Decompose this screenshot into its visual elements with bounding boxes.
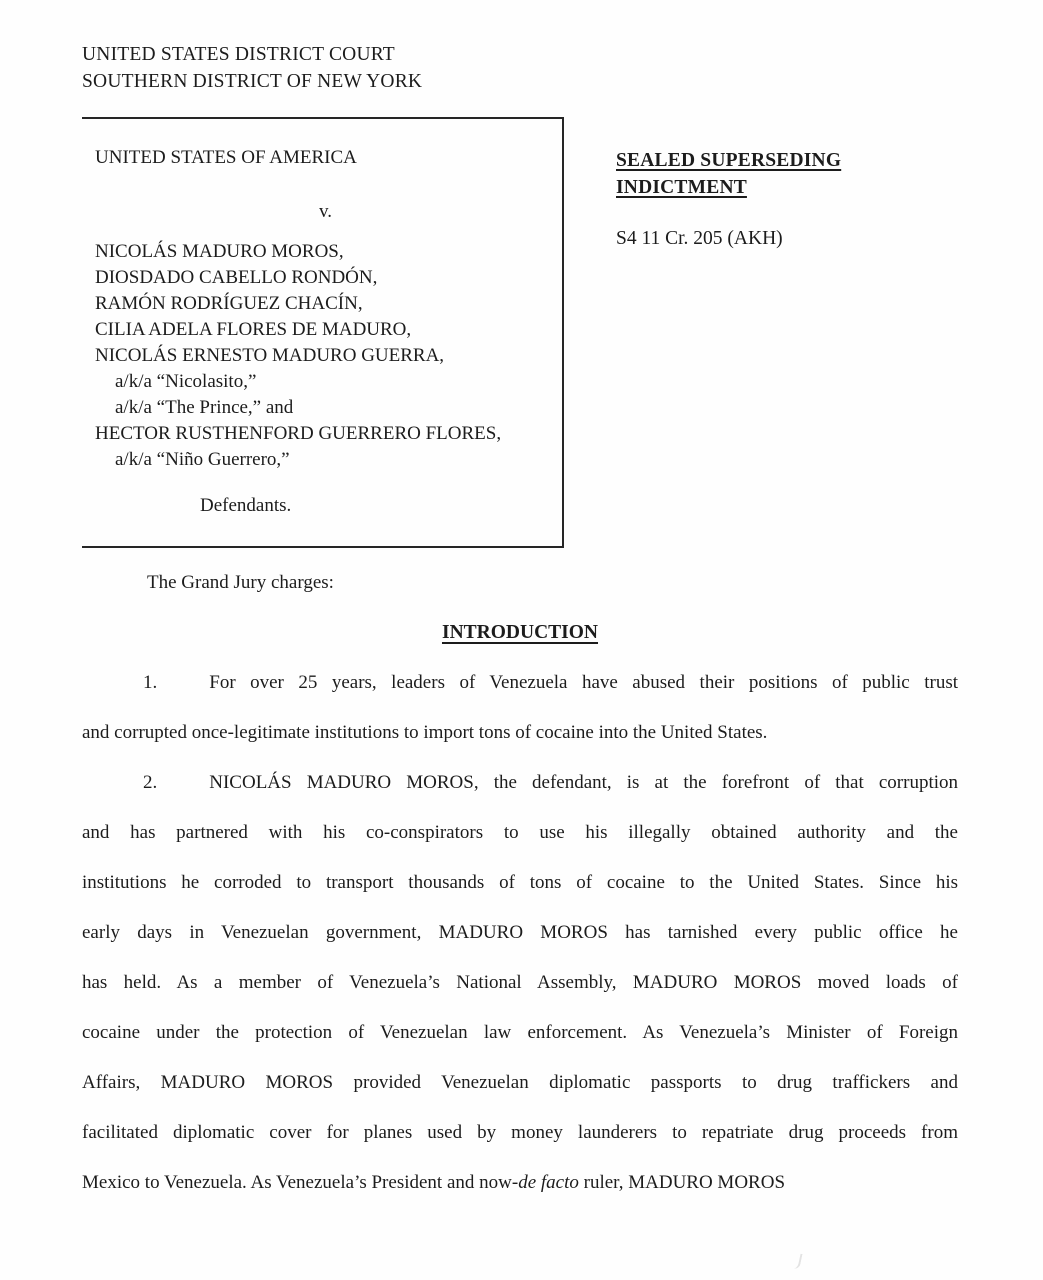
paragraph-2-line: has held. As a member of Venezuela’s National Assembly, MADURO MOROS moved loads of [82,972,958,993]
scan-artifact-mark [791,1252,802,1269]
paragraph-2-line: institutions he corroded to transport thousands of tons of cocaine to the United States. Since his [82,872,958,893]
defendants-label: Defendants. [200,495,292,516]
filing-title-line2: INDICTMENT [616,177,747,198]
latin-phrase-italic: de facto [518,1172,579,1193]
filing-title-line1: SEALED SUPERSEDING [616,150,842,171]
paragraph-number: 2. [143,772,158,793]
paragraph-1-line: and corrupted once-legitimate institutions to import tons of cocaine into the United States. [82,722,768,743]
paragraph-2-line: early days in Venezuelan government, MADURO MOROS has tarnished every public office he [82,922,958,943]
case-caption-box [82,117,564,548]
defendant-list [95,239,556,473]
court-name: UNITED STATES DISTRICT COURT [82,44,395,65]
paragraph-2 [82,758,958,1208]
document-body [82,558,958,1208]
versus-label: v. [318,201,333,222]
paragraph-2-line: and has partnered with his co-conspirators to use his illegally obtained authority and the [82,822,958,843]
defendant-name: NICOLÁS MADURO MOROS, [95,241,344,262]
paragraph-number: 1. [143,672,158,693]
paragraph-2-line: facilitated diplomatic cover for planes used by money launderers to repatriate drug proceeds from [82,1122,958,1143]
defendant-name: RAMÓN RODRÍGUEZ CHACÍN, [95,293,363,314]
paragraph-2-line: cocaine under the protection of Venezuelan law enforcement. As Venezuela’s Minister of Foreign [82,1022,958,1043]
defendant-name: CILIA ADELA FLORES DE MADURO, [95,319,412,340]
defendant-name: NICOLÁS ERNESTO MADURO GUERRA, [95,345,445,366]
filing-info [616,117,956,252]
defendant-name: HECTOR RUSTHENFORD GUERRERO FLORES, [95,423,502,444]
defendant-name: DIOSDADO CABELLO RONDÓN, [95,267,378,288]
case-number: S4 11 Cr. 205 (AKH) [616,228,783,249]
defendant-alias: a/k/a “Nicolasito,” [115,371,257,392]
paragraph-2-line: 2. NICOLÁS MADURO MOROS, the defendant, is at the forefront of that corruption [143,772,958,793]
caption-row [82,117,960,548]
defendant-alias: a/k/a “The Prince,” and [115,397,294,418]
section-heading: INTRODUCTION [441,622,599,643]
paragraph-2-line: Affairs, MADURO MOROS provided Venezuelan diplomatic passports to drug traffickers and [82,1072,958,1093]
paragraph-1-line: 1. For over 25 years, leaders of Venezuela have abused their positions of public trust [143,672,958,693]
plaintiff-name: UNITED STATES OF AMERICA [95,147,357,168]
filing-title [616,147,956,201]
grand-jury-charge-line: The Grand Jury charges: [147,572,334,593]
court-header [82,41,422,95]
court-district: SOUTHERN DISTRICT OF NEW YORK [82,71,423,92]
defendant-alias: a/k/a “Niño Guerrero,” [115,449,290,470]
paragraph-1 [82,658,958,758]
paragraph-2-line: Mexico to Venezuela. As Venezuela’s President and now-de facto ruler, MADURO MOROS [82,1172,786,1193]
